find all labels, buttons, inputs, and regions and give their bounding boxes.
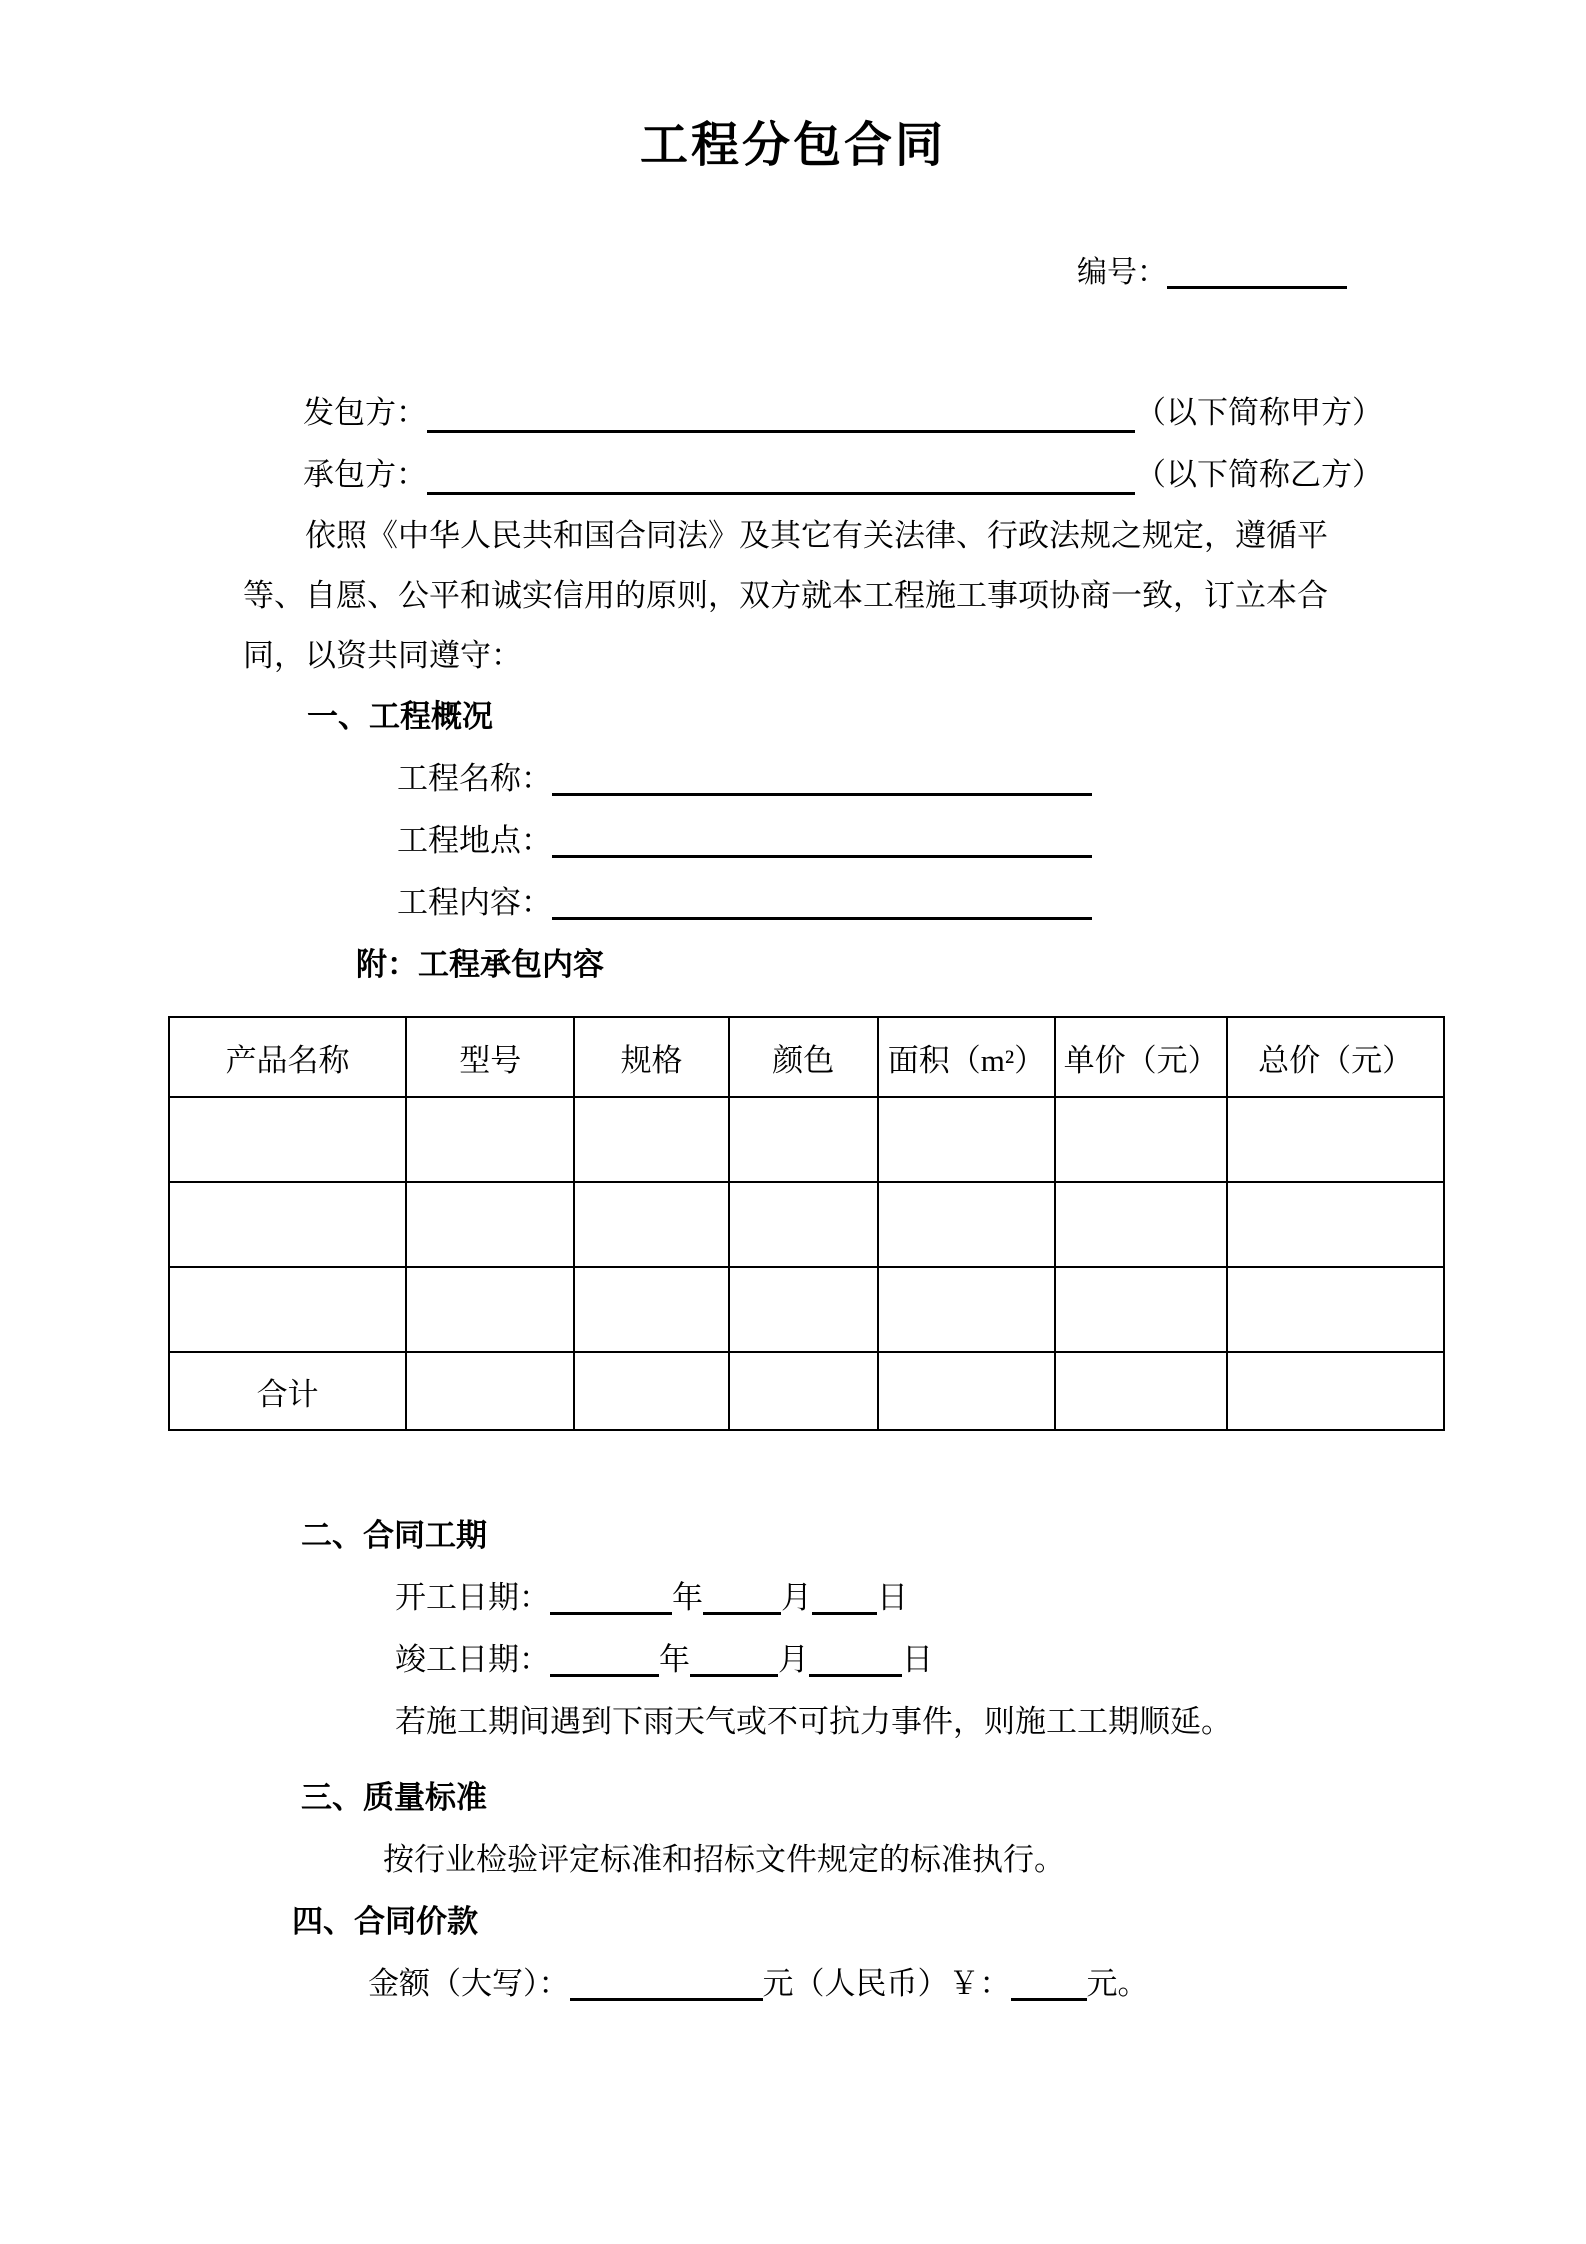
table-cell-blank[interactable] [729,1352,878,1430]
col-header-area: 面积（m²） [878,1017,1055,1097]
table-cell-blank[interactable] [1055,1352,1227,1430]
currency-end-label: 元。 [1086,1966,1149,2001]
table-cell-blank[interactable] [1055,1267,1227,1352]
table-row [169,1182,1444,1267]
party-b-suffix: （以下简称乙方） [1135,457,1383,492]
table-cell-blank[interactable] [169,1267,406,1352]
amount-label: 金额（大写）： [368,1966,570,2001]
project-name-blank[interactable] [552,793,1092,796]
finish-date-line [395,1629,1586,1691]
project-name-label: 工程名称： [397,761,552,796]
duration-note: 若施工期间遇到下雨天气或不可抗力事件，则施工工期顺延。 [395,1704,1232,1739]
section-duration-heading: 二、合同工期 [301,1518,487,1553]
finish-year-suffix: 年 [659,1642,690,1677]
party-a-name-blank[interactable] [427,430,1135,433]
start-year-suffix: 年 [672,1580,703,1615]
party-a-label: 发包方： [303,395,427,430]
table-cell-blank[interactable] [878,1352,1055,1430]
col-header-model: 型号 [406,1017,574,1097]
preamble-line-1: 依照《中华人民共和国合同法》及其它有关法律、行政法规之规定，遵循平 [305,518,1328,553]
col-header-unit-price: 单价（元） [1055,1017,1227,1097]
party-a-line [303,382,1383,444]
finish-year-blank[interactable] [550,1674,659,1677]
preamble-line-3: 同，以资共同遵守： [243,638,522,673]
project-content-blank[interactable] [552,917,1092,920]
col-header-color: 颜色 [729,1017,878,1097]
attachment-heading: 附：工程承包内容 [356,947,604,982]
project-name-line [397,748,1586,810]
col-header-total-price: 总价（元） [1227,1017,1444,1097]
table-cell-blank[interactable] [729,1097,878,1182]
finish-month-suffix: 月 [778,1642,809,1677]
table-cell-blank[interactable] [574,1097,728,1182]
section-quality-heading: 三、质量标准 [301,1780,487,1815]
amount-figures-blank[interactable] [1011,1998,1087,2001]
table-cell-blank[interactable] [878,1267,1055,1352]
table-header-row [169,1017,1444,1097]
table-cell-blank[interactable] [406,1352,574,1430]
table-total-row [169,1352,1444,1430]
preamble-line-2: 等、自愿、公平和诚实信用的原则，双方就本工程施工事项协商一致，订立本合 [243,578,1328,613]
table-cell-blank[interactable] [169,1097,406,1182]
subcontract-items-table [168,1016,1445,1431]
contract-number-blank[interactable] [1167,286,1347,289]
table-cell-blank[interactable] [574,1267,728,1352]
project-location-blank[interactable] [552,855,1092,858]
contract-number-line [0,250,1347,296]
table-cell-blank[interactable] [406,1267,574,1352]
quality-standard-text: 按行业检验评定标准和招标文件规定的标准执行。 [383,1842,1065,1877]
table-cell-blank[interactable] [729,1182,878,1267]
table-cell-blank[interactable] [1227,1267,1444,1352]
table-cell-blank[interactable] [1227,1182,1444,1267]
section-price-heading: 四、合同价款 [292,1904,478,1939]
party-a-suffix: （以下简称甲方） [1135,395,1383,430]
start-day-blank[interactable] [812,1612,877,1615]
contract-number-label: 编号： [1077,256,1167,289]
table-cell-blank[interactable] [1055,1097,1227,1182]
subcontract-items-table-wrap [168,1016,1445,1431]
table-row [169,1097,1444,1182]
start-month-suffix: 月 [781,1580,812,1615]
table-cell-blank[interactable] [729,1267,878,1352]
document-title: 工程分包合同 [639,119,946,172]
table-cell-blank[interactable] [1055,1182,1227,1267]
section-overview-heading: 一、工程概况 [307,699,493,734]
project-location-label: 工程地点： [397,823,552,858]
col-header-spec: 规格 [574,1017,728,1097]
finish-day-suffix: 日 [902,1642,933,1677]
table-cell-blank[interactable] [574,1352,728,1430]
project-content-line [397,872,1586,934]
finish-date-label: 竣工日期： [395,1642,550,1677]
contract-amount-line [368,1953,1586,2015]
table-cell-blank[interactable] [878,1097,1055,1182]
party-b-name-blank[interactable] [427,492,1135,495]
party-b-label: 承包方： [303,457,427,492]
table-cell-blank[interactable] [574,1182,728,1267]
table-cell-blank[interactable] [1227,1097,1444,1182]
finish-month-blank[interactable] [690,1674,778,1677]
table-row [169,1267,1444,1352]
start-day-suffix: 日 [877,1580,908,1615]
amount-words-blank[interactable] [570,1998,763,2001]
start-month-blank[interactable] [703,1612,781,1615]
start-date-line [395,1567,1586,1629]
start-date-label: 开工日期： [395,1580,550,1615]
start-year-blank[interactable] [550,1612,672,1615]
finish-day-blank[interactable] [809,1674,902,1677]
table-cell-blank[interactable] [406,1097,574,1182]
col-header-product-name: 产品名称 [169,1017,406,1097]
project-content-label: 工程内容： [397,885,552,920]
table-cell-blank[interactable] [1227,1352,1444,1430]
table-cell-blank[interactable] [878,1182,1055,1267]
project-location-line [397,810,1586,872]
table-cell-blank[interactable] [169,1182,406,1267]
preamble-paragraph [243,506,1370,686]
party-b-line [303,444,1383,506]
table-total-label: 合计 [169,1352,406,1430]
table-cell-blank[interactable] [406,1182,574,1267]
currency-mid-label: 元（人民币）￥： [762,1966,1011,2001]
